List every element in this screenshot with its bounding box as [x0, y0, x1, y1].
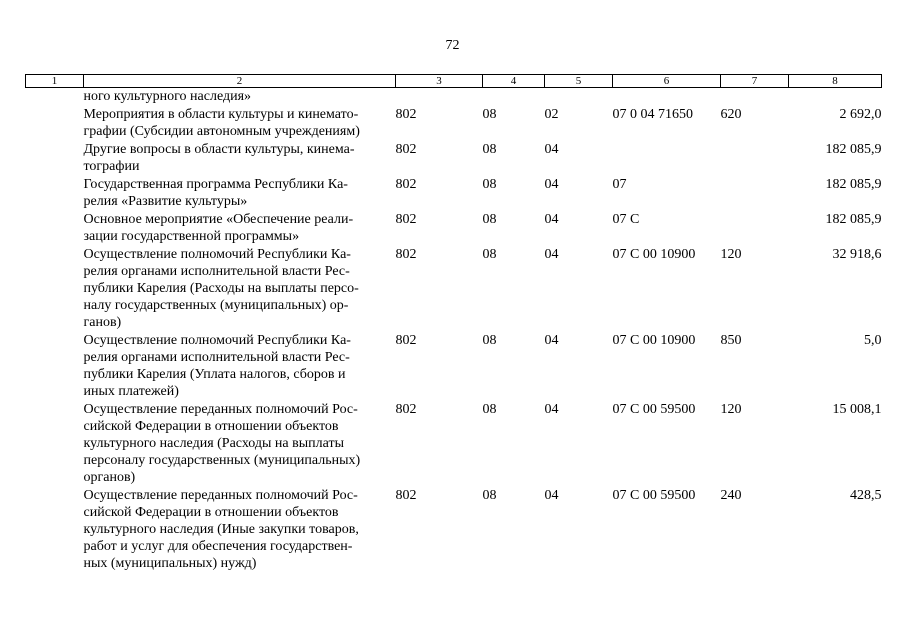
cell-name: Государственная программа Республики Ка- релия «Развитие культуры»	[83, 177, 348, 209]
table-row	[26, 105, 882, 140]
cell-expense-type: 240	[720, 488, 742, 503]
cell-name: Осуществление полномочий Республики Ка- релия органами исполнительной власти Рес- публики Карелия (Расходы на выплаты персо- налу государственных (муниципальных) ор- ганов)	[83, 247, 359, 330]
cell-amount: 2 692,0	[839, 107, 882, 122]
cell-target-article: 07 0 04 71650	[612, 107, 693, 122]
table-row	[26, 331, 882, 400]
budget-table	[25, 74, 882, 572]
cell-name: Осуществление переданных полномочий Рос- сийской Федерации в отношении объектов культурного наследия (Расходы на выплаты персоналу государственных (муниципальных) органов)	[83, 402, 361, 485]
cell-name: Основное мероприятие «Обеспечение реали- зации государственной программы»	[83, 212, 354, 244]
continuation-text: ного культурного наследия»	[83, 89, 252, 104]
cell-amount: 182 085,9	[825, 212, 882, 227]
cell-subsection: 04	[544, 247, 559, 262]
cell-expense-type: 850	[720, 333, 742, 348]
cell-subsection: 04	[544, 177, 559, 192]
cell-amount: 32 918,6	[832, 247, 882, 262]
table-row	[26, 400, 882, 486]
header-col-8: 8	[789, 75, 882, 88]
cell-subsection: 04	[544, 402, 559, 417]
cell-expense-type	[721, 210, 789, 245]
cell-name: Мероприятия в области культуры и кинемато- графии (Субсидии автономным учреждениям)	[83, 107, 360, 139]
cell-subsection: 04	[544, 488, 559, 503]
cell-expense-type	[721, 175, 789, 210]
cell-section: 08	[482, 142, 497, 157]
cell-ministry-code: 802	[395, 402, 417, 417]
cell-col-1	[26, 175, 84, 210]
header-col-6: 6	[613, 75, 721, 88]
cell-expense-type: 620	[720, 107, 742, 122]
cell-expense-type	[721, 140, 789, 175]
header-col-7: 7	[721, 75, 789, 88]
cell-col-1	[26, 105, 84, 140]
cell-amount: 182 085,9	[825, 142, 882, 157]
cell-name: Осуществление полномочий Республики Ка- релия органами исполнительной власти Рес- публики Карелия (Уплата налогов, сборов и иных платежей)	[83, 333, 351, 399]
cell-target-article: 07 С 00 59500	[612, 488, 696, 503]
cell-col-1	[26, 140, 84, 175]
cell-section: 08	[482, 402, 497, 417]
cell-ministry-code: 802	[395, 488, 417, 503]
table-body	[26, 88, 882, 573]
cell-section: 08	[482, 212, 497, 227]
header-col-5: 5	[545, 75, 613, 88]
header-col-3: 3	[396, 75, 483, 88]
cell-expense-type: 120	[720, 402, 742, 417]
cell-section: 08	[482, 488, 497, 503]
table-row	[26, 175, 882, 210]
table-row	[26, 210, 882, 245]
header-col-2: 2	[84, 75, 396, 88]
cell-ministry-code: 802	[395, 212, 417, 227]
cell-subsection: 02	[544, 107, 559, 122]
table-row	[26, 486, 882, 572]
table-row	[26, 245, 882, 331]
continuation-row	[26, 88, 882, 106]
cell-col-1	[26, 400, 84, 486]
cell-ministry-code: 802	[395, 333, 417, 348]
cell-ministry-code: 802	[395, 247, 417, 262]
page-number: 72	[445, 38, 460, 53]
cell-amount: 15 008,1	[832, 402, 882, 417]
cell-name: Другие вопросы в области культуры, кинема- тографии	[83, 142, 355, 174]
cell-target-article	[613, 140, 721, 175]
cell-subsection: 04	[544, 142, 559, 157]
cell-ministry-code: 802	[395, 107, 417, 122]
header-row	[26, 75, 882, 88]
cell-amount: 182 085,9	[825, 177, 882, 192]
cell-target-article: 07	[612, 177, 627, 192]
cell-expense-type: 120	[720, 247, 742, 262]
cell-subsection: 04	[544, 212, 559, 227]
cell-col-1	[26, 245, 84, 331]
cell-target-article: 07 С 00 10900	[612, 333, 696, 348]
header-col-4: 4	[483, 75, 545, 88]
table-row	[26, 140, 882, 175]
cell-target-article: 07 С 00 10900	[612, 247, 696, 262]
cell-amount: 428,5	[850, 488, 882, 503]
cell-target-article: 07 С 00 59500	[612, 402, 696, 417]
cell-target-article: 07 С	[612, 212, 640, 227]
cell-ministry-code: 802	[395, 142, 417, 157]
cell-section: 08	[482, 177, 497, 192]
cell-amount: 5,0	[864, 333, 882, 348]
cell-col-1	[26, 486, 84, 572]
cell-section: 08	[482, 107, 497, 122]
cell-ministry-code: 802	[395, 177, 417, 192]
cell-section: 08	[482, 247, 497, 262]
cell-col-1	[26, 331, 84, 400]
cell-col-1	[26, 210, 84, 245]
cell-subsection: 04	[544, 333, 559, 348]
cell-section: 08	[482, 333, 497, 348]
cell-name: Осуществление переданных полномочий Рос- сийской Федерации в отношении объектов культурного наследия (Иные закупки товаров, работ и услуг для обеспечения государствен- ных (муниципальных) нужд)	[83, 488, 359, 571]
header-col-1: 1	[26, 75, 84, 88]
